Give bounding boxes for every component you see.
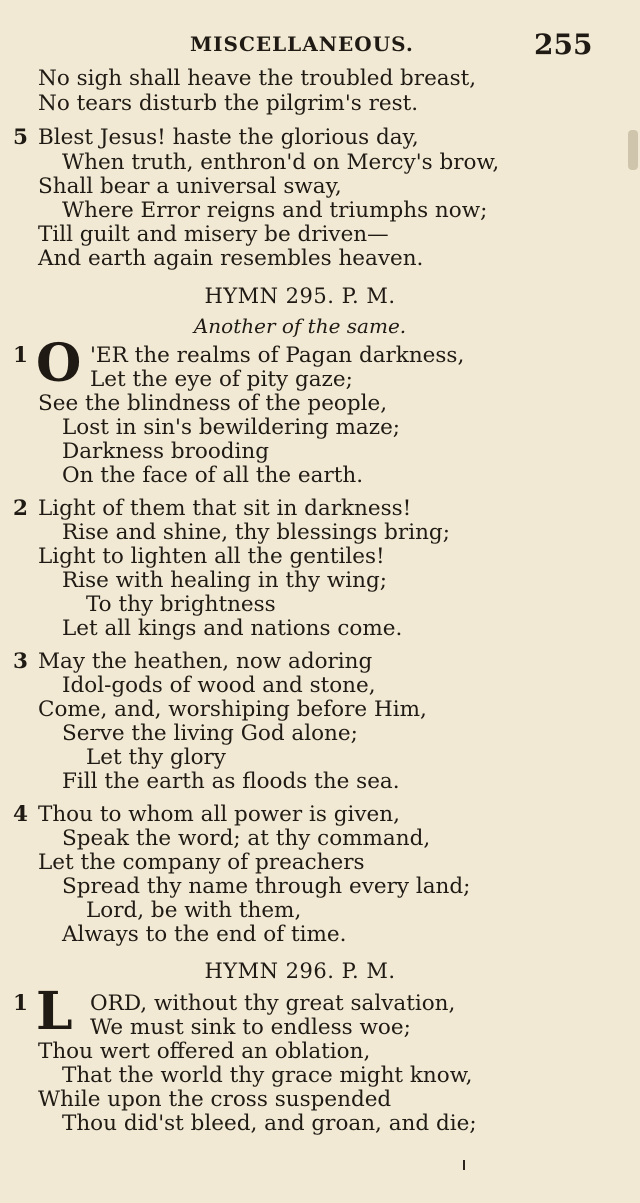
verse-line: Let the eye of pity gaze;	[90, 367, 353, 392]
verse-number: 1	[13, 343, 28, 368]
verse-line: Let thy glory	[86, 745, 226, 770]
verse-line: Spread thy name through every land;	[62, 874, 471, 899]
verse-line: Till guilt and misery be driven—	[38, 222, 389, 247]
verse-line: On the face of all the earth.	[62, 463, 364, 488]
verse-line: Lost in sin's bewildering maze;	[62, 415, 401, 440]
verse-number: 3	[13, 649, 28, 674]
verse-line: Thou to whom all power is given,	[38, 802, 400, 827]
verse-line: And earth again resembles heaven.	[38, 246, 424, 271]
verse-line: Let the company of preachers	[38, 850, 365, 875]
verse-line: Darkness brooding	[62, 439, 270, 464]
drop-cap: O	[36, 333, 82, 394]
verse-number: 4	[13, 802, 28, 827]
verse-line: Blest Jesus! haste the glorious day,	[38, 125, 419, 150]
running-title: MISCELLANEOUS.	[190, 32, 414, 56]
verse-line: Serve the living God alone;	[62, 721, 358, 746]
verse-number: 5	[13, 125, 28, 150]
verse-line: That the world thy grace might know,	[62, 1063, 473, 1088]
verse-line: To thy brightness	[86, 592, 276, 617]
verse-line: Thou wert offered an oblation,	[38, 1039, 371, 1064]
ink-speck	[463, 1160, 465, 1170]
verse-line: Come, and, worshiping before Him,	[38, 697, 427, 722]
verse-line: 'ER the realms of Pagan darkness,	[90, 343, 465, 368]
verse-line: Light to lighten all the gentiles!	[38, 544, 385, 569]
verse-line: While upon the cross suspended	[38, 1087, 392, 1112]
verse-line: No tears disturb the pilgrim's rest.	[38, 91, 419, 116]
hymn-title: HYMN 295. P. M.	[204, 284, 396, 308]
verse-line: We must sink to endless woe;	[90, 1015, 411, 1040]
verse-line: Rise and shine, thy blessings bring;	[62, 520, 450, 545]
paper-smudge	[628, 130, 638, 170]
verse-line: No sigh shall heave the troubled breast,	[38, 66, 477, 91]
hymn-subtitle: Another of the same.	[193, 314, 407, 338]
verse-line: Let all kings and nations come.	[62, 616, 403, 641]
hymn-title: HYMN 296. P. M.	[204, 959, 396, 983]
verse-line: Always to the end of time.	[62, 922, 347, 947]
verse-line: Fill the earth as floods the sea.	[62, 769, 400, 794]
verse-line: Where Error reigns and triumphs now;	[62, 198, 488, 223]
verse-line: Speak the word; at thy command,	[62, 826, 431, 851]
verse-line: Shall bear a universal sway,	[38, 174, 342, 199]
verse-number: 1	[13, 991, 28, 1016]
verse-line: When truth, enthron'd on Mercy's brow,	[62, 150, 500, 175]
verse-line: Lord, be with them,	[86, 898, 302, 923]
verse-line: Idol-gods of wood and stone,	[62, 673, 376, 698]
page-header	[0, 28, 640, 60]
verse-line: See the blindness of the people,	[38, 391, 388, 416]
page-number: 255	[534, 28, 593, 61]
verse-number: 2	[13, 496, 28, 521]
verse-line: Light of them that sit in darkness!	[38, 496, 412, 521]
verse-line: Rise with healing in thy wing;	[62, 568, 387, 593]
verse-line: ORD, without thy great salvation,	[90, 991, 456, 1016]
verse-line: May the heathen, now adoring	[38, 649, 373, 674]
verse-line: Thou did'st bleed, and groan, and die;	[62, 1111, 477, 1136]
drop-cap: L	[36, 981, 73, 1042]
